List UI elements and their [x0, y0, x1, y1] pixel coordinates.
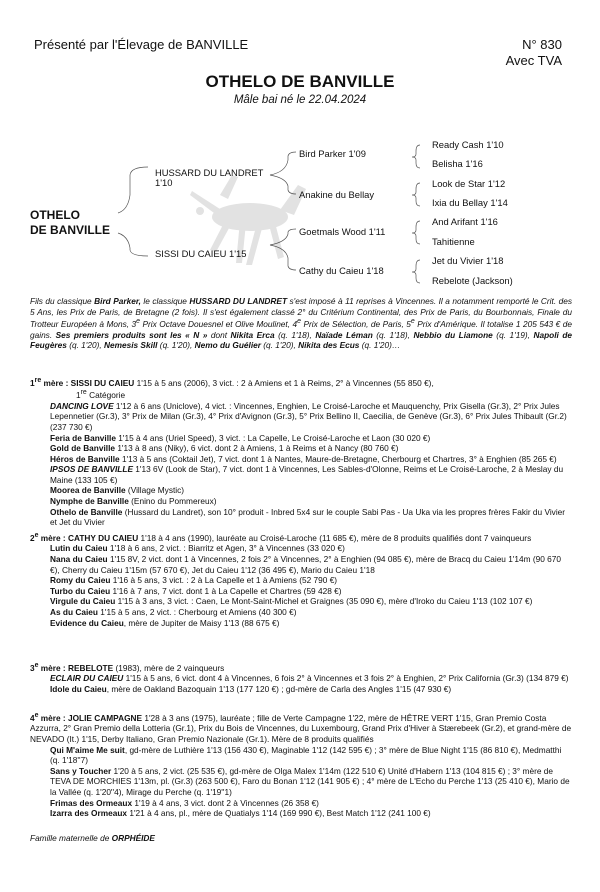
horse-name-line1: OTHELO: [30, 208, 80, 222]
sire-time: 1'10: [155, 177, 173, 188]
sss: Ready Cash 1'10: [432, 139, 504, 150]
list-item: Nana du Caieu 1'15 8V, 2 vict. dont 1 à Vincennes, 2 fois 2° à Vincennes, 2° à Enghien (94 085 €), mère de Bracq du Caieu 1'14m (90 670 €), Cherry du Caieu 1'15m (57 670 €), Jet du Caieu 1'12 (36 495 €), Mario du Caieu 1'18: [50, 553, 562, 575]
first-dam-category: 1re Catégorie: [76, 389, 126, 401]
list-item: Frimas des Ormeaux 1'19 à 4 ans, 3 vict. dont 2 à Vincennes (26 358 €): [50, 797, 319, 808]
list-item: Idole du Caieu, mère de Oakland Bazoquain 1'13 (177 120 €) ; gd-mère de Carla des Angles 1'15 (47 930 €): [50, 683, 452, 694]
list-item: Moorea de Banville (Village Mystic): [50, 485, 185, 496]
pedigree-horse-name: [30, 208, 110, 238]
third-dam-section: [30, 661, 572, 695]
horse-title: OTHELO DE BANVILLE: [205, 72, 395, 91]
list-item: Evidence du Caieu, mère de Jupiter de Maisy 1'13 (88 675 €): [50, 617, 280, 628]
list-item: Izarra des Ormeaux 1'21 à 4 ans, pl., mère de Quatialys 1'14 (169 990 €), Best Match 1'12 (241 100 €): [50, 808, 431, 819]
dsd: Tahitienne: [432, 236, 475, 247]
dds: Jet du Vivier 1'18: [432, 255, 504, 266]
list-item: Virgule du Caieu 1'15 à 3 ans, 3 vict. : Caen, Le Mont-Saint-Michel et Graignes (35 090 €), mère d'Iroko du Caieu 1'13 (102 107 €): [50, 596, 533, 607]
list-item: Nymphe de Banville (Enino du Pommereux): [50, 496, 217, 507]
maternal-family: Famille maternelle de ORPHÉIDE: [30, 833, 155, 843]
sire-name: HUSSARD DU LANDRET: [155, 167, 264, 178]
third-dam-header: 3e mère : REBELOTE (1983), mère de 2 vainqueurs: [30, 662, 225, 673]
list-item: Lutin du Caieu 1'18 à 6 ans, 2 vict. : Biarritz et Agen, 3° à Vincennes (33 020 €): [50, 543, 345, 554]
sire-dam: Anakine du Bellay: [299, 189, 375, 200]
first-dam-section: [30, 376, 572, 528]
dam-sire: Goetmals Wood 1'11: [299, 226, 386, 237]
sire: [155, 168, 263, 188]
horse-name-line2: DE BANVILLE: [30, 223, 111, 237]
list-item: ECLAIR DU CAIEU 1'15 à 5 ans, 6 vict. dont 4 à Vincennes, 6 fois 2° à Vincennes et 3 fois 2° à Enghien, 2° Prix California (Gr.3) (134 879 €): [50, 673, 569, 684]
list-item: Romy du Caieu 1'16 à 5 ans, 3 vict. : 2 à La Capelle et 1 à Amiens (52 790 €): [50, 575, 338, 586]
ddd: Rebelote (Jackson): [432, 275, 513, 286]
lot-number: N° 830: [522, 37, 562, 52]
fourth-dam-header: 4e mère : JOLIE CAMPAGNE 1'28 à 3 ans (1975), lauréate ; fille de Verte Campagne 1'22, mère de HÊTRE VERT 1'15, Gran Premio Costa Azzurra, 2° Gran Premio della Lotteria (Gr.1), Prix du Bois de Vincennes, du Luxembourg, Grand Prix d'Hiver à Stærebeek (Gr.2), et grand-mère de NEVADO (It.) 1'15, Derby Italiano, Gran Premio Nazionale (Gr.1). Mère de 8 produits qualifiés: [30, 712, 572, 744]
dss: And Arifant 1'16: [432, 216, 498, 227]
horse-description: Mâle bai né le 22.04.2024: [233, 94, 367, 106]
list-item: Héros de Banville 1'13 à 5 ans (Coktail Jet), 7 vict. dont 1 à Nantes, Maure-de-Bretagne, Cherbourg et Chartres, 3° à Enghien (85 265 €): [50, 453, 557, 464]
presenter-line: Présenté par l'Élevage de BANVILLE: [34, 37, 249, 52]
list-item: As du Caieu 1'15 à 5 ans, 2 vict. : Cherbourg et Amiens (40 300 €): [50, 606, 297, 617]
list-item: DANCING LOVE 1'12 à 6 ans (Uniclove), 4 vict. : Vincennes, Enghien, Le Croisé-Laroche et Mauquenchy, Prix Gisella (Gr.3), 2° Prix Jules Lepennetier (Gr.3), 3° Prix de Milan (Gr.3), 4° Prix d'Avignon (Gr.3), 5° Prix Bellino II, Caecilia, de Genève (Gr.3), 6° Prix Jules Thibault (Gr.2) (237 730 €): [50, 400, 567, 432]
list-item: Sans y Toucher 1'20 à 5 ans, 2 vict. (25 535 €), gd-mère de Olga Malex 1'14m (122 510 €) Unité d'Habern 1'13 (104 815 €) ; 3° mère de TEVA DE MORCHIES 1'13m, pl. (Gr.3) (263 500 €), Faro du Bonan 1'12 (141 905 €) ; 4° mère de L'Echo du Perche 1'13 (25 410 €), Mario de la Vallée (q. 1'20''4), Mirage du Perche (q. 1'19''1): [50, 765, 570, 797]
dam-dam: Cathy du Caieu 1'18: [299, 265, 384, 276]
sire-sire: Bird Parker 1'09: [299, 148, 366, 159]
list-item: Turbo du Caieu 1'16 à 7 ans, 7 vict. dont 1 à La Capelle et Chartres (59 428 €): [50, 585, 342, 596]
list-item: IPSOS DE BANVILLE 1'13 6V (Look de Star), 7 vict. dont 1 à Vincennes, Les Sables-d'Olonne, Reims et Le Croisé-Laroche, 2 à Meslay du Maine (133 105 €): [50, 464, 564, 485]
vat-note: Avec TVA: [505, 53, 562, 68]
dam: SISSI DU CAIEU 1'15: [155, 248, 247, 259]
list-item: Othelo de Banville (Hussard du Landret), son 10° produit - Inbred 5x4 sur le couple Sabi Pas - Ua Uka via les propres frères Fakir du Vivier et Jet du Vivier: [50, 506, 566, 528]
second-dam-section: [30, 531, 572, 628]
sire-description: Fils du classique Bird Parker, le classique HUSSARD DU LANDRET s'est imposé à 11 reprises à Vincennes. Il a notamment remporté le Crit. des 5 Ans, les Prix de Paris, de Bretagne (2 fois). Il s'est également classé 2° du Critérium Continental, des Prix de Paris, du Bourbonnais, Finale du Trotteur Européen à Mons, 3e Prix Octave Douesnel et Olive Moulinet, 4e Prix de Sélection, de Paris, 5e Prix d'Amérique. Il totalise 1 205 543 € de gains. Ses premiers produits sont les « N » dont Nikita Erca (q. 1'18), Naïade Léman (q. 1'18), Nebbio du Liamone (q. 1'19), Napoli de Feugères (q. 1'20), Nemesis Skill (q. 1'20), Nemo du Guélier (q. 1'20), Nikita des Ecus (q. 1'20)…: [30, 296, 573, 351]
sds: Look de Star 1'12: [432, 178, 506, 189]
second-dam-header: 2e mère : CATHY DU CAIEU 1'18 à 4 ans (1990), lauréate au Croisé-Laroche (11 685 €), mère de 8 produits qualifiés dont 7 vainqueurs: [30, 532, 532, 543]
first-dam-header: 1re mère : SISSI DU CAIEU 1'15 à 5 ans (2006), 3 vict. : 2 à Amiens et 1 à Reims, 2° à Vincennes (55 850 €),: [30, 377, 434, 388]
list-item: Feria de Banville 1'15 à 4 ans (Uriel Speed), 3 vict. : La Capelle, Le Croisé-Laroche et Laon (30 020 €): [50, 432, 431, 443]
sdd: Ixia du Bellay 1'14: [432, 197, 508, 208]
fourth-dam-section: [30, 711, 572, 819]
list-item: Qui M'aime Me suit, gd-mère de Luthière 1'13 (156 430 €), Maginable 1'12 (142 595 €) ; 3° mère de Blue Night 1'15 (86 810 €), Medmatthi (q. 1'18''7): [50, 744, 562, 766]
list-item: Gold de Banville 1'13 à 8 ans (Niky), 6 vict. dont 2 à Amiens, 1 à Reims et à Nancy (80 760 €): [50, 443, 399, 454]
ssd: Belisha 1'16: [432, 158, 483, 169]
